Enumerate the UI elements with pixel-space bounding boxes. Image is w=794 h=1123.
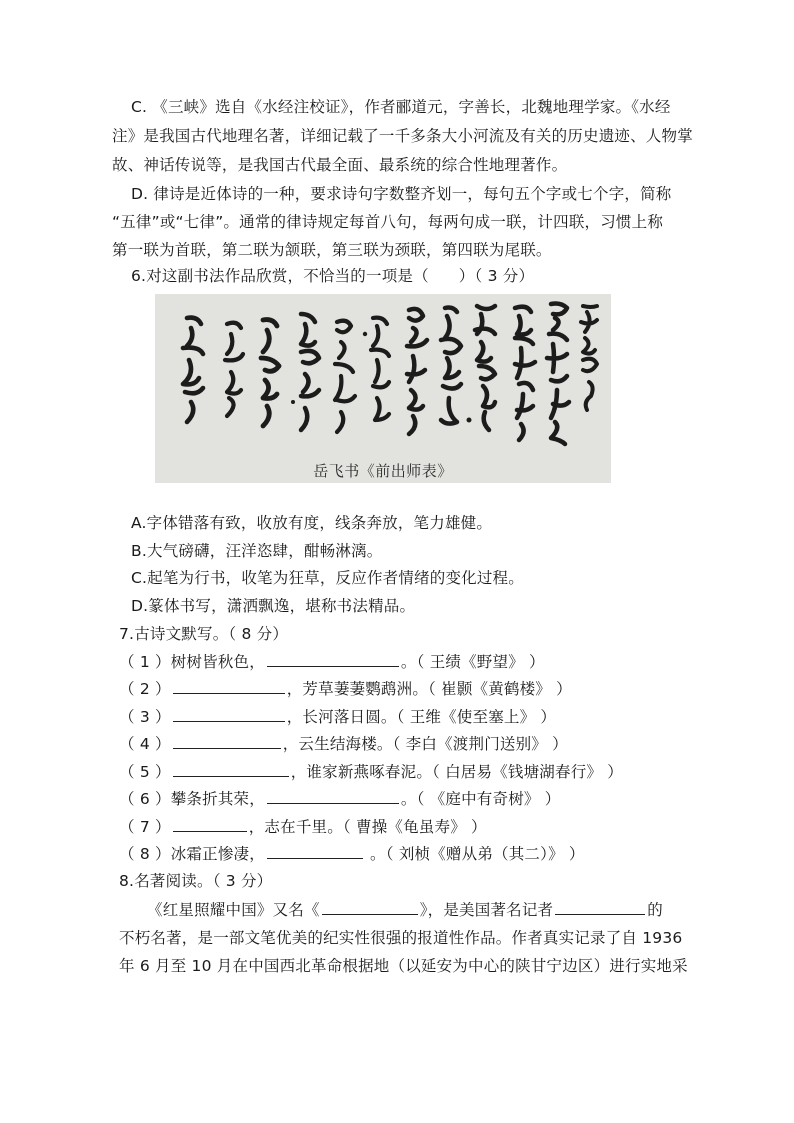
question-7-item-6	[119, 788, 560, 809]
item-4-suffix: ，云生结海楼。（ 李白《渡荆门送别》 ）	[282, 735, 568, 753]
calligraphy-image	[155, 294, 611, 483]
question-8-line-3: 年 6 月至 10 月在中国西北革命根据地（以延安为中心的陕甘宁边区）进行实地采	[119, 957, 688, 975]
alt-title-blank[interactable]	[322, 899, 418, 915]
journalist-blank[interactable]	[555, 899, 645, 915]
item-5-suffix: ，谁家新燕啄春泥。（ 白居易《钱塘湖春行》 ）	[290, 763, 623, 781]
item-5-prefix: （ 5 ）	[119, 763, 171, 781]
item-2-prefix: （ 2 ）	[119, 680, 171, 698]
item-8-prefix: （ 8 ）冰霜正惨凄，	[119, 845, 265, 863]
item-4-prefix: （ 4 ）	[119, 735, 171, 753]
blank-1[interactable]	[267, 651, 399, 667]
item-7-prefix: （ 7 ）	[119, 818, 171, 836]
item-6-prefix: （ 6 ）攀条折其荣，	[119, 790, 265, 808]
item-2-suffix: ，芳草萋萋鹦鹉洲。（ 崔颢《黄鹤楼》 ）	[286, 680, 572, 698]
blank-4[interactable]	[173, 733, 281, 749]
question-8-line-1	[147, 899, 663, 920]
item-8-suffix: 。（ 刘桢《赠从弟（其二）》 ）	[364, 845, 585, 863]
item-1-suffix: 。（ 王绩《野望》 ）	[400, 653, 545, 671]
blank-6[interactable]	[267, 788, 399, 804]
question-7-item-8	[119, 843, 585, 864]
item-3-prefix: （ 3 ）	[119, 708, 171, 726]
question-6-stem-start: 6.对这副书法作品欣赏，不恰当的一项是（	[131, 267, 429, 285]
question-7-item-3	[119, 706, 556, 727]
option-d-line-2: “五律”或“七律”。通常的律诗规定每首八句，每两句成一联，计四联，习惯上称	[112, 213, 664, 231]
item-3-suffix: ，长河落日圆。（ 王维《使至塞上》 ）	[286, 708, 557, 726]
question-8-line-2: 不朽名著，是一部文笔优美的纪实性很强的报道性作品。作者真实记录了自 1936	[119, 929, 683, 947]
option-d[interactable]: D.篆体书写，潇洒飘逸，堪称书法精品。	[131, 597, 416, 615]
option-d-line-1: D. 律诗是近体诗的一种，要求诗句字数整齐划一，每句五个字或七个字，简称	[131, 185, 672, 203]
option-c-line-2: 注》是我国古代地理名著，详细记载了一千多条大小河流及有关的历史遗迹、人物掌	[112, 127, 693, 145]
item-1-prefix: （ 1 ）树树皆秋色，	[119, 653, 265, 671]
option-c[interactable]: C.起笔为行书，收笔为狂草，反应作者情绪的变化过程。	[131, 569, 524, 587]
option-c-line-3: 故、神话传说等，是我国古代最全面、最系统的综合性地理著作。	[112, 156, 568, 174]
option-d-line-3: 第一联为首联，第二联为颔联，第三联为颈联，第四联为尾联。	[112, 241, 552, 259]
question-7-item-2	[119, 678, 572, 699]
option-c-line-1: C. 《三峡》选自《水经注校证》，作者郦道元，字善长，北魏地理学家。《水经	[131, 98, 671, 116]
blank-7[interactable]	[173, 816, 247, 832]
question-6-stem-end: ）（ 3 分）	[458, 267, 535, 285]
blank-3[interactable]	[173, 706, 285, 722]
question-7-item-1	[119, 651, 545, 672]
option-b[interactable]: B.大气磅礴，汪洋恣肆，酣畅淋漓。	[131, 542, 383, 560]
blank-8[interactable]	[267, 843, 363, 859]
question-7-item-4	[119, 733, 568, 754]
question-7-item-7	[119, 816, 487, 837]
calligraphy-strokes	[155, 294, 611, 483]
question-7-stem: 7.古诗文默写。（ 8 分）	[119, 625, 289, 643]
line-1-part-a: 《红星照耀中国》又名《	[147, 901, 320, 919]
blank-2[interactable]	[173, 678, 285, 694]
option-a[interactable]: A.字体错落有致，收放有度，线条奔放，笔力雄健。	[131, 514, 493, 532]
question-6-stem	[131, 266, 534, 286]
line-1-part-b: 》，是美国著名记者	[419, 901, 554, 919]
item-7-suffix: ，志在千里。（ 曹操《龟虽寿》 ）	[248, 818, 487, 836]
question-7-item-5	[119, 761, 623, 782]
line-1-part-c: 的	[647, 901, 663, 919]
question-8-stem: 8.名著阅读。（ 3 分）	[119, 872, 273, 890]
blank-5[interactable]	[173, 761, 289, 777]
item-6-suffix: 。（ 《庭中有奇树》 ）	[400, 790, 561, 808]
calligraphy-caption: 岳飞书《前出师表》	[313, 462, 453, 480]
